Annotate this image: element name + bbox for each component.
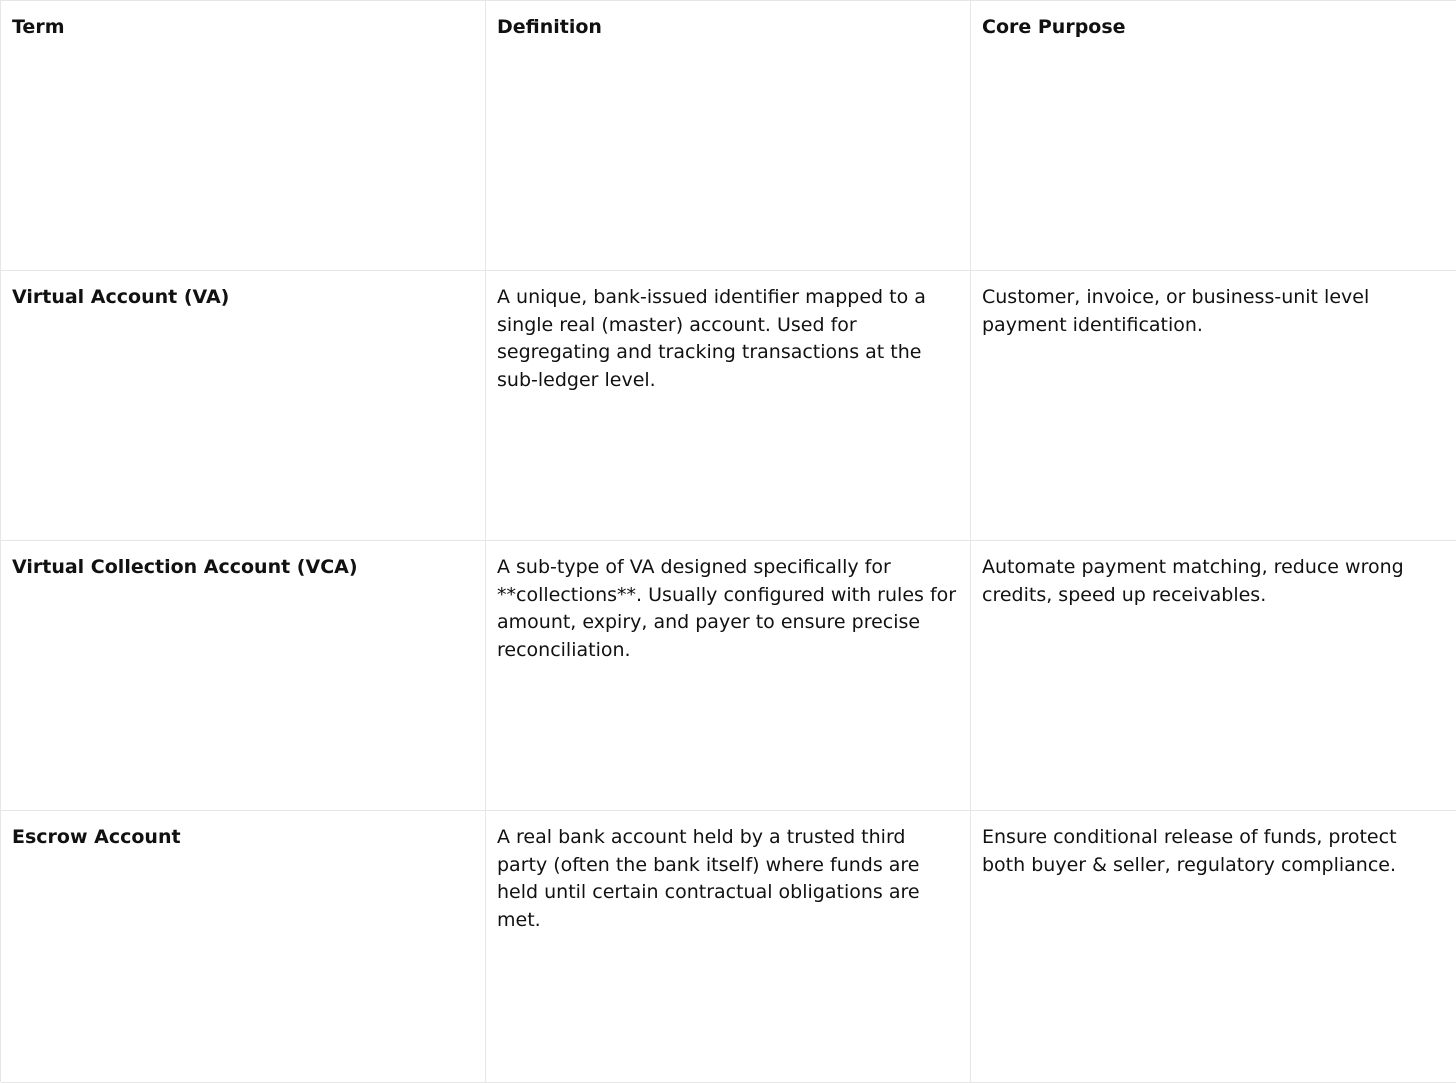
row-2-term: Virtual Collection Account (VCA) — [1, 541, 486, 811]
header-core-purpose: Core Purpose — [971, 1, 1456, 271]
header-definition: Definition — [486, 1, 971, 271]
row-3-purpose: Ensure conditional release of funds, protect both buyer & seller, regulatory compliance. — [971, 811, 1456, 1083]
row-2-purpose: Automate payment matching, reduce wrong credits, speed up receivables. — [971, 541, 1456, 811]
header-term: Term — [1, 1, 486, 271]
row-3-term: Escrow Account — [1, 811, 486, 1083]
row-3-definition: A real bank account held by a trusted third party (often the bank itself) where funds are held until certain contractual obligations are met. — [486, 811, 971, 1083]
row-1-purpose: Customer, invoice, or business-unit level payment identification. — [971, 271, 1456, 541]
row-2-definition: A sub-type of VA designed specifically for **collections**. Usually configured with rules for amount, expiry, and payer to ensure precise reconciliation. — [486, 541, 971, 811]
row-1-term: Virtual Account (VA) — [1, 271, 486, 541]
row-1-definition: A unique, bank-issued identifier mapped to a single real (master) account. Used for segregating and tracking transactions at the sub-ledger level. — [486, 271, 971, 541]
